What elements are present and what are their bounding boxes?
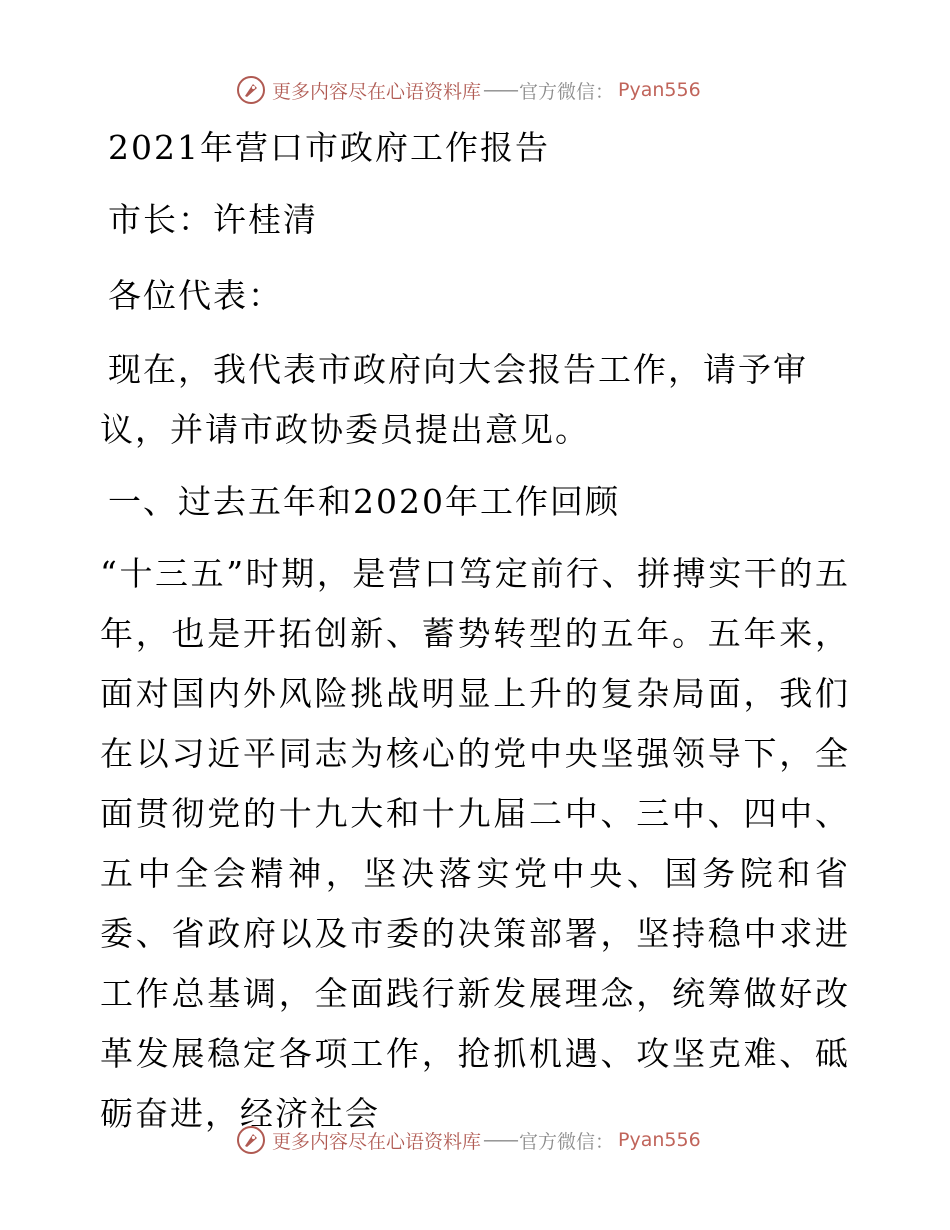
watermark-dash: —— [483, 1129, 518, 1151]
salutation: 各位代表： [108, 276, 283, 315]
watermark-wechat-label: 官方微信： [519, 80, 615, 103]
author-line: 市长：许桂清 [108, 200, 318, 239]
pen-nib-logo-icon [236, 1125, 266, 1155]
document-title: 2021年营口市政府工作报告 [108, 128, 550, 167]
watermark-wechat-label: 官方微信： [519, 1130, 615, 1153]
pen-nib-logo-icon [236, 75, 266, 105]
section-heading: 一、过去五年和2020年工作回顾 [108, 482, 620, 521]
watermark-footer [236, 1122, 701, 1158]
watermark-site-text: 更多内容尽在心语资料库 [272, 80, 482, 103]
watermark-wechat-id: Pyan556 [618, 79, 701, 101]
intro-line-2: 议，并请市政协委员提出意见。 [100, 410, 590, 449]
watermark-header [236, 72, 701, 108]
watermark-wechat-id: Pyan556 [618, 1129, 701, 1151]
intro-line-1: 现在，我代表市政府向大会报告工作，请予审 [108, 350, 808, 389]
watermark-dash: —— [483, 79, 518, 101]
watermark-site-text: 更多内容尽在心语资料库 [272, 1130, 482, 1153]
body-paragraph: “十三五”时期，是营口笃定前行、拼搏实干的五年，也是开拓创新、蓄势转型的五年。五年来，面对国内外风险挑战明显上升的复杂局面，我们在以习近平同志为核心的党中央坚强领导下，全面贯彻党的十九大和十九届二中、三中、四中、五中全会精神，坚决落实党中央、国务院和省委、省政府以及市委的决策部署，坚持稳中求进工作总基调，全面践行新发展理念，统筹做好改革发展稳定各项工作，抢抓机遇、攻坚克难、砥砺奋进，经济社会 [100, 554, 850, 1133]
